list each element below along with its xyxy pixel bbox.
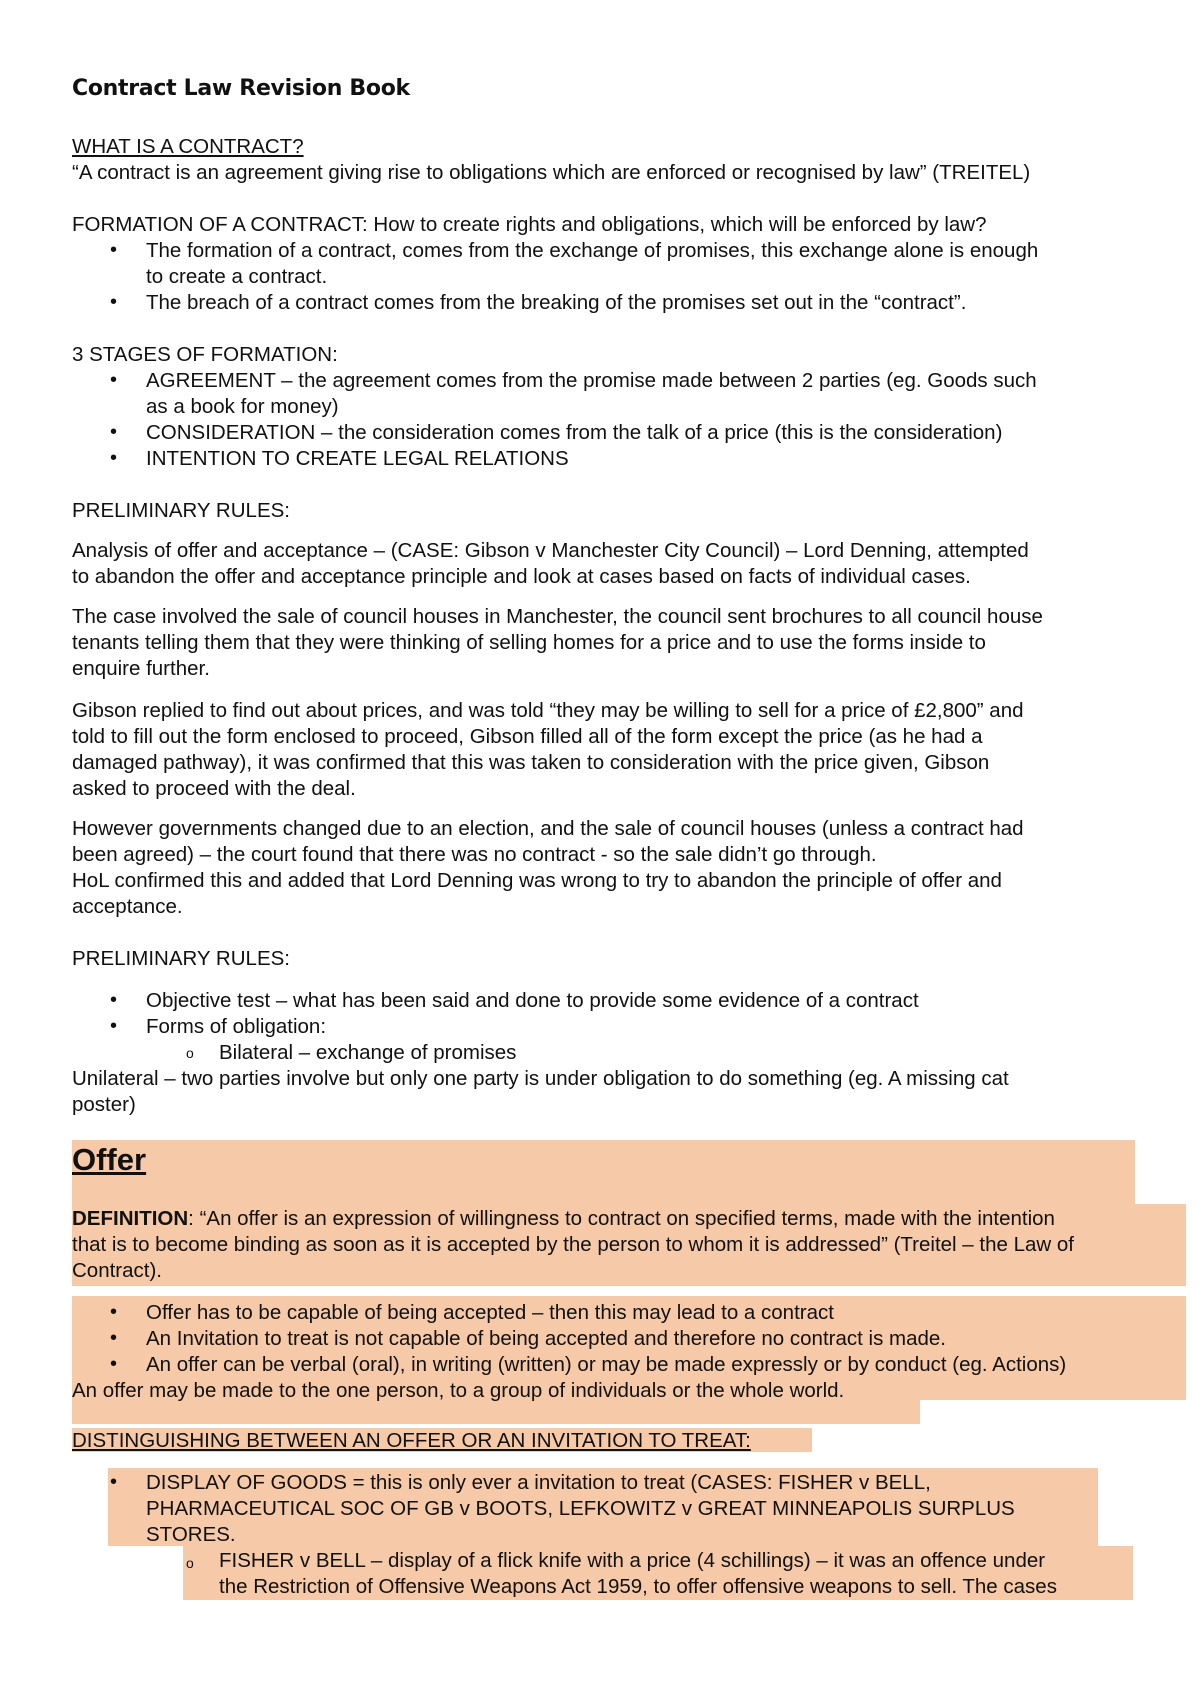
bullet: • (110, 1301, 118, 1323)
prelim2-bullet-1: Objective test – what has been said and done to provide some evidence of a contract (146, 989, 919, 1012)
offer-definition-line-1 (72, 1206, 1055, 1232)
bullet: • (110, 369, 118, 391)
prelim-p4-line-2: been agreed) – the court found that there was no contract - so the sale didn’t go through. (72, 843, 877, 866)
prelim-p1-line-2: to abandon the offer and acceptance principle and look at cases based on facts of individual cases. (72, 565, 971, 588)
prelim-p3-line-2: told to fill out the form enclosed to proceed, Gibson filled all of the form except the price (as he had a (72, 725, 983, 748)
what-is-quote: “A contract is an agreement giving rise to obligations which are enforced or recognised by law” (TREITEL) (72, 161, 1031, 184)
sub-bullet: o (186, 1045, 194, 1061)
stages-bullet-1-line-2: as a book for money) (146, 395, 339, 418)
stages-bullet-1-line-1: AGREEMENT – the agreement comes from the promise made between 2 parties (eg. Goods such (146, 369, 1037, 392)
formation-bullet-1-line-2: to create a contract. (146, 265, 328, 288)
bullet: • (110, 291, 118, 313)
prelim2-unilateral-line-2: poster) (72, 1093, 136, 1116)
prelim2-bullet-2: Forms of obligation: (146, 1015, 327, 1038)
prelim-p2-line-3: enquire further. (72, 657, 210, 680)
stages-bullet-3: INTENTION TO CREATE LEGAL RELATIONS (146, 447, 569, 470)
fisher-bell-line-2: the Restriction of Offensive Weapons Act 1959, to offer offensive weapons to sell. The cases (219, 1575, 1057, 1598)
formation-bullet-1-line-1: The formation of a contract, comes from the exchange of promises, this exchange alone is enough (146, 239, 1039, 262)
bullet: • (110, 239, 118, 261)
offer-bullet-2: An Invitation to treat is not capable of being accepted and therefore no contract is made. (146, 1327, 947, 1350)
sub-bullet: o (186, 1555, 194, 1571)
offer-after-text: An offer may be made to the one person, to a group of individuals or the whole world. (72, 1379, 845, 1402)
prelim-p3-line-4: asked to proceed with the deal. (72, 777, 356, 800)
definition-label: DEFINITION (72, 1207, 189, 1230)
prelim-p3-line-1: Gibson replied to find out about prices, and was told “they may be willing to sell for a price of £2,800” and (72, 699, 1024, 722)
formation-heading: FORMATION OF A CONTRACT: How to create rights and obligations, which will be enforced by law? (72, 213, 987, 236)
stages-bullet-2: CONSIDERATION – the consideration comes from the talk of a price (this is the consideration) (146, 421, 1003, 444)
prelim-p1-line-1: Analysis of offer and acceptance – (CASE: Gibson v Manchester City Council) – Lord Denning, attempted (72, 539, 1029, 562)
distinguishing-heading: DISTINGUISHING BETWEEN AN OFFER OR AN INVITATION TO TREAT: (72, 1429, 751, 1452)
prelim-p4-line-3: HoL confirmed this and added that Lord Denning was wrong to try to abandon the principle of offer and (72, 869, 1002, 892)
prelim-heading-2: PRELIMINARY RULES: (72, 947, 290, 970)
prelim-p4-line-4: acceptance. (72, 895, 183, 918)
bullet: • (110, 1327, 118, 1349)
offer-bullet-3: An offer can be verbal (oral), in writing (written) or may be made expressly or by conduct (eg. Actions) (146, 1353, 1067, 1376)
bullet: • (110, 1353, 118, 1375)
prelim-heading-1: PRELIMINARY RULES: (72, 499, 290, 522)
display-goods-line-1: DISPLAY OF GOODS = this is only ever a invitation to treat (CASES: FISHER v BELL, (146, 1471, 931, 1494)
doc-title: Contract Law Revision Book (72, 76, 410, 101)
offer-definition-line-2: that is to become binding as soon as it is accepted by the person to whom it is addressed” (Treitel – the Law of (72, 1233, 1074, 1256)
prelim-p4-line-1: However governments changed due to an election, and the sale of council houses (unless a contract had (72, 817, 1024, 840)
bullet: • (110, 447, 118, 469)
fisher-bell-line-1: FISHER v BELL – display of a flick knife with a price (4 schillings) – it was an offence under (219, 1549, 1046, 1572)
offer-bullet-1: Offer has to be capable of being accepted – then this may lead to a contract (146, 1301, 834, 1324)
display-goods-line-3: STORES. (146, 1523, 236, 1546)
definition-text: : “An offer is an expression of willingness to contract on specified terms, made with the intention (188, 1207, 1055, 1230)
offer-definition-line-3: Contract). (72, 1259, 162, 1282)
display-goods-line-2: PHARMACEUTICAL SOC OF GB v BOOTS, LEFKOWITZ v GREAT MINNEAPOLIS SURPLUS (146, 1497, 1015, 1520)
prelim2-sub-bullet-1: Bilateral – exchange of promises (219, 1041, 517, 1064)
offer-heading: Offer (72, 1142, 147, 1177)
what-is-heading: WHAT IS A CONTRACT? (72, 135, 304, 158)
prelim-p2-line-1: The case involved the sale of council houses in Manchester, the council sent brochures to all council house (72, 605, 1043, 628)
prelim2-unilateral-line-1: Unilateral – two parties involve but only one party is under obligation to do something (eg. A missing cat (72, 1067, 1009, 1090)
prelim-p3-line-3: damaged pathway), it was confirmed that this was taken to consideration with the price given, Gibson (72, 751, 990, 774)
offer-highlight-heading (72, 1140, 1135, 1206)
bullet: • (110, 1015, 118, 1037)
bullet: • (110, 1471, 118, 1493)
bullet: • (110, 421, 118, 443)
prelim-p2-line-2: tenants telling them that they were thinking of selling homes for a price and to use the forms inside to (72, 631, 986, 654)
bullet: • (110, 989, 118, 1011)
formation-bullet-2: The breach of a contract comes from the breaking of the promises set out in the “contract”. (146, 291, 967, 314)
stages-heading: 3 STAGES OF FORMATION: (72, 343, 338, 366)
